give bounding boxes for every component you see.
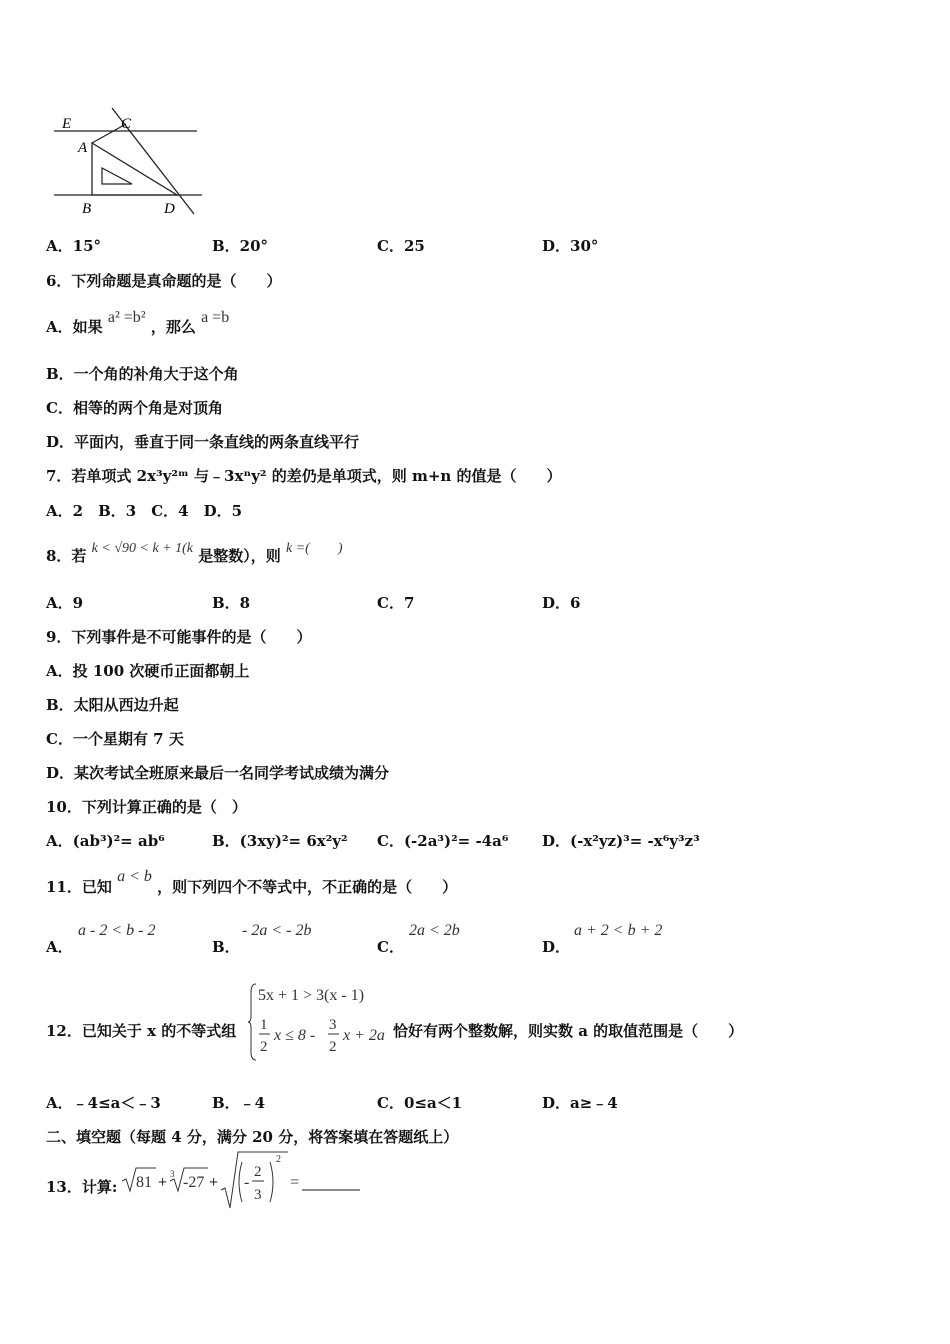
q13-cube-index: 3 [170, 1169, 175, 1179]
q12-ineq1: 5x + 1 > 3(x - 1) [258, 987, 365, 1004]
q12-frac2-den: 2 [329, 1039, 337, 1055]
q11-prefix: 11．已知 [46, 878, 112, 896]
q5-option-b: B．20° [212, 237, 269, 255]
q11-stem [46, 868, 458, 897]
geometry-figure [44, 100, 214, 220]
q12-option-d: D．a≥﹣4 [542, 1094, 618, 1112]
q9-option-a: A．投 100 次硬币正面都朝上 [46, 662, 250, 680]
q6-option-c: C．相等的两个角是对顶角 [46, 399, 223, 417]
q6-option-a-math1: a² =b² [107, 309, 146, 326]
q13-prefix: 13．计算: [46, 1178, 118, 1196]
label-d: D [164, 201, 175, 217]
q12-brace [248, 984, 256, 1060]
q8-stem [46, 541, 343, 566]
q11-expr-a: a - 2 < b - 2 [78, 922, 156, 939]
q12-ineq2-pre: x ≤ 8 - [274, 1027, 316, 1044]
q7-stem: 7．若单项式 2x³y²ᵐ 与﹣3xⁿy² 的差仍是单项式，则 m+n 的值是（ ） [46, 467, 562, 485]
q11-expr-b: - 2a < - 2b [242, 922, 312, 939]
label-c: C [121, 116, 132, 132]
q10-option-b: B．(3xy)²= 6x²y² [212, 832, 348, 850]
q13-frac-den: 3 [254, 1187, 262, 1203]
q11-label-c: C． [377, 938, 404, 956]
q13-exponent: 2 [276, 1154, 281, 1165]
q6-option-a-mid: ，那么 [150, 318, 196, 336]
q6-option-d: D．平面内，垂直于同一条直线的两条直线平行 [46, 433, 360, 451]
section2-title: 二、填空题（每题 4 分，满分 20 分，将答案填在答题纸上） [46, 1128, 459, 1146]
q13-plus-1: + [158, 1174, 168, 1191]
q11-label-b: B． [212, 938, 240, 956]
q11-expr-d: a + 2 < b + 2 [574, 922, 663, 939]
q13-plus-2: + [209, 1174, 219, 1191]
q12-option-c: C．0≤a＜1 [377, 1094, 463, 1112]
q11-label-d: D． [542, 938, 571, 956]
q6-stem: 6．下列命题是真命题的是（ ） [46, 272, 282, 290]
q13-minus: - [244, 1174, 250, 1191]
q12-ineq2-post: x + 2a [343, 1027, 385, 1044]
q8-mid: 是整数），则 [198, 547, 281, 565]
q12-prefix: 12．已知关于 x 的不等式组 [46, 1022, 237, 1040]
q8-prefix: 8．若 [46, 547, 87, 565]
q9-option-d: D．某次考试全班原来最后一名同学考试成绩为满分 [46, 764, 390, 782]
q10-option-a: A．(ab³)²= ab⁶ [46, 832, 165, 850]
q12-frac1-num: 1 [260, 1017, 268, 1033]
q8-option-a: A．9 [46, 594, 84, 612]
q12-option-a: A．﹣4≤a＜﹣3 [46, 1094, 161, 1112]
q13-rad2: -27 [183, 1174, 205, 1191]
q10-option-d: D．(-x²yz)³= -x⁶y³z³ [542, 832, 700, 850]
q6-option-a-prefix: A．如果 [46, 318, 103, 336]
q13-equals: = [290, 1174, 300, 1191]
q8-option-b: B．8 [212, 594, 251, 612]
q8-option-d: D．6 [542, 594, 581, 612]
triangle-inner [102, 168, 132, 184]
q13-frac-num: 2 [254, 1164, 262, 1180]
q12-frac2-num: 3 [329, 1017, 337, 1033]
q8-math: k < √90 < k + 1(k [91, 541, 194, 556]
q10-stem: 10．下列计算正确的是（ ） [46, 798, 247, 816]
q9-stem: 9．下列事件是不可能事件的是（ ） [46, 628, 312, 646]
q12-suffix: 恰好有两个整数解，则实数 a 的取值范围是（ ） [393, 1022, 744, 1040]
q12-option-b: B．﹣4 [212, 1094, 266, 1112]
q12-inequality-system [248, 980, 393, 1064]
q7-options: A．2 B．3 C．4 D．5 [46, 502, 243, 520]
q6-option-a [46, 309, 230, 337]
label-b: B [82, 201, 92, 217]
q8-tail: k =( ) [286, 541, 343, 556]
q10-option-c: C．(-2a³)²= -4a⁶ [377, 832, 509, 850]
q13-paren-left [239, 1162, 242, 1202]
q11-label-a: A． [46, 938, 73, 956]
q11-suffix: ，则下列四个不等式中，不正确的是（ ） [157, 878, 458, 896]
q9-option-c: C．一个星期有 7 天 [46, 730, 184, 748]
q6-option-b: B．一个角的补角大于这个角 [46, 365, 239, 383]
q5-option-c: C．25 [377, 237, 425, 255]
label-e: E [62, 116, 72, 132]
q13-rad1: 81 [136, 1174, 152, 1191]
q13-expression [120, 1150, 370, 1212]
q5-option-d: D．30° [542, 237, 599, 255]
q12-frac1-den: 2 [260, 1039, 268, 1055]
q8-option-c: C．7 [377, 594, 415, 612]
q6-option-a-math2: a =b [201, 309, 230, 326]
q5-option-a: A．15° [46, 237, 102, 255]
label-a: A [78, 140, 88, 156]
q9-option-b: B．太阳从西边升起 [46, 696, 179, 714]
q13-paren-right [270, 1162, 273, 1202]
q11-expr-c: 2a < 2b [409, 922, 460, 939]
q11-condition: a < b [117, 868, 152, 885]
